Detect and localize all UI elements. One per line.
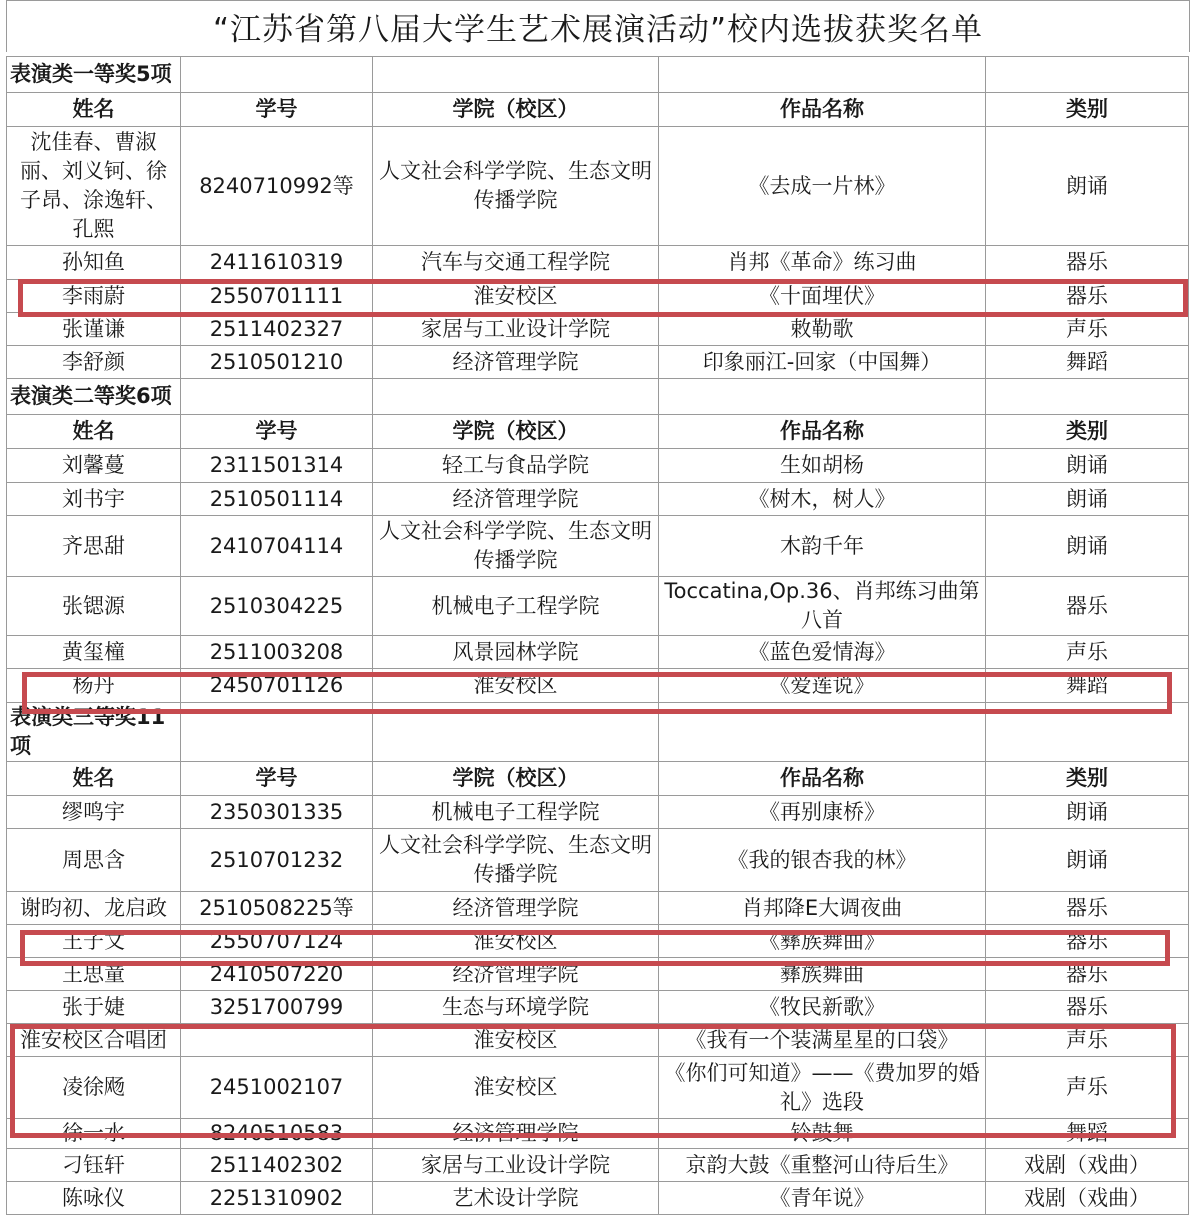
table-cell: 淮安校区 xyxy=(373,1057,659,1119)
table-cell: 家居与工业设计学院 xyxy=(373,313,659,346)
table-cell: 肖邦降E大调夜曲 xyxy=(659,892,986,925)
table-row xyxy=(7,925,1189,958)
section-heading: 表演类二等奖6项 xyxy=(7,379,181,415)
table-cell: 刁钰轩 xyxy=(7,1149,181,1182)
table-cell: 京韵大鼓《重整河山待后生》 xyxy=(659,1149,986,1182)
table-cell: 2511402327 xyxy=(181,313,373,346)
column-header-row xyxy=(7,762,1189,796)
column-header: 学号 xyxy=(181,762,373,796)
table-cell xyxy=(181,1024,373,1057)
table-cell: 淮安校区合唱团 xyxy=(7,1024,181,1057)
section-heading: 表演类一等奖5项 xyxy=(7,57,181,93)
table-row xyxy=(7,346,1189,379)
table-cell: 2511003208 xyxy=(181,636,373,669)
section-heading-row xyxy=(7,57,1189,93)
table-cell: 经济管理学院 xyxy=(373,1119,659,1149)
table-cell: 张谨谦 xyxy=(7,313,181,346)
table-cell: 人文社会科学学院、生态文明传播学院 xyxy=(373,829,659,892)
table-cell: 黄玺橦 xyxy=(7,636,181,669)
table-cell: 王思童 xyxy=(7,958,181,991)
table-row xyxy=(7,1024,1189,1057)
empty-cell xyxy=(181,57,373,93)
table-cell: 2510501210 xyxy=(181,346,373,379)
table-row xyxy=(7,1057,1189,1119)
table-cell: 声乐 xyxy=(986,1024,1189,1057)
table-cell: 孙知鱼 xyxy=(7,246,181,280)
table-cell: 谢昀初、龙启政 xyxy=(7,892,181,925)
table-cell: 机械电子工程学院 xyxy=(373,796,659,829)
column-header: 姓名 xyxy=(7,93,181,127)
table-cell: 2311501314 xyxy=(181,449,373,483)
table-row xyxy=(7,1182,1189,1215)
table-cell: 生态与环境学院 xyxy=(373,991,659,1024)
table-cell: 器乐 xyxy=(986,246,1189,280)
table-cell: 经济管理学院 xyxy=(373,958,659,991)
column-header: 学院（校区） xyxy=(373,762,659,796)
table-cell: 《再别康桥》 xyxy=(659,796,986,829)
table-cell: 凌徐飏 xyxy=(7,1057,181,1119)
table-row xyxy=(7,280,1189,313)
column-header: 学院（校区） xyxy=(373,93,659,127)
table-cell: 2410507220 xyxy=(181,958,373,991)
section-heading-row xyxy=(7,379,1189,415)
table-cell: 朗诵 xyxy=(986,127,1189,246)
table-cell: 《你们可知道》——《费加罗的婚礼》选段 xyxy=(659,1057,986,1119)
table-cell: 刘书宇 xyxy=(7,483,181,516)
table-row xyxy=(7,577,1189,636)
table-cell: 人文社会科学学院、生态文明传播学院 xyxy=(373,516,659,577)
table-cell: 器乐 xyxy=(986,577,1189,636)
table-cell: 《我有一个装满星星的口袋》 xyxy=(659,1024,986,1057)
table-row xyxy=(7,991,1189,1024)
table-cell: 人文社会科学学院、生态文明传播学院 xyxy=(373,127,659,246)
empty-cell xyxy=(659,379,986,415)
empty-cell xyxy=(986,703,1189,762)
table-cell: 2510508225等 xyxy=(181,892,373,925)
table-row xyxy=(7,516,1189,577)
empty-cell xyxy=(373,703,659,762)
table-cell: 沈佳春、曹淑丽、刘义钶、徐子昂、涂逸轩、孔熙 xyxy=(7,127,181,246)
column-header: 学号 xyxy=(181,415,373,449)
table-cell: 徐一水 xyxy=(7,1119,181,1149)
table-cell: 2510701232 xyxy=(181,829,373,892)
table-cell: 印象丽江-回家（中国舞） xyxy=(659,346,986,379)
table-cell: 淮安校区 xyxy=(373,669,659,703)
column-header: 姓名 xyxy=(7,762,181,796)
table-cell: 《青年说》 xyxy=(659,1182,986,1215)
table-cell: 朗诵 xyxy=(986,796,1189,829)
table-cell: 陈咏仪 xyxy=(7,1182,181,1215)
table-cell: 《十面埋伏》 xyxy=(659,280,986,313)
table-cell: 敕勒歌 xyxy=(659,313,986,346)
table-cell: 铃鼓舞 xyxy=(659,1119,986,1149)
table-cell: 肖邦《革命》练习曲 xyxy=(659,246,986,280)
column-header: 姓名 xyxy=(7,415,181,449)
table-row xyxy=(7,892,1189,925)
table-cell: 《爱莲说》 xyxy=(659,669,986,703)
table-cell: 戏剧（戏曲） xyxy=(986,1149,1189,1182)
table-cell: 家居与工业设计学院 xyxy=(373,1149,659,1182)
table-cell: 淮安校区 xyxy=(373,925,659,958)
empty-cell xyxy=(373,57,659,93)
table-cell: 2511402302 xyxy=(181,1149,373,1182)
table-cell: 淮安校区 xyxy=(373,1024,659,1057)
table-cell: 声乐 xyxy=(986,313,1189,346)
table-row xyxy=(7,483,1189,516)
table-cell: 王子文 xyxy=(7,925,181,958)
table-cell: 杨丹 xyxy=(7,669,181,703)
table-cell: 器乐 xyxy=(986,925,1189,958)
table-cell: 2510304225 xyxy=(181,577,373,636)
table-cell: 2251310902 xyxy=(181,1182,373,1215)
table-cell: 轻工与食品学院 xyxy=(373,449,659,483)
table-cell: 张于婕 xyxy=(7,991,181,1024)
table-cell: 刘馨蔓 xyxy=(7,449,181,483)
table-cell: 风景园林学院 xyxy=(373,636,659,669)
table-cell: 舞蹈 xyxy=(986,346,1189,379)
table-cell: 2410704114 xyxy=(181,516,373,577)
table-cell: 朗诵 xyxy=(986,829,1189,892)
table-cell: 2550701111 xyxy=(181,280,373,313)
column-header-row xyxy=(7,415,1189,449)
column-header: 作品名称 xyxy=(659,415,986,449)
table-row xyxy=(7,796,1189,829)
table-cell: 舞蹈 xyxy=(986,1119,1189,1149)
column-header: 类别 xyxy=(986,93,1189,127)
table-cell: 朗诵 xyxy=(986,516,1189,577)
table-row xyxy=(7,1119,1189,1149)
table-cell: 缪鸣宇 xyxy=(7,796,181,829)
column-header: 学院（校区） xyxy=(373,415,659,449)
table-cell: 《去成一片林》 xyxy=(659,127,986,246)
section-heading: 表演类三等奖11项 xyxy=(7,703,181,762)
table-cell: 声乐 xyxy=(986,1057,1189,1119)
table-row xyxy=(7,829,1189,892)
page-title: “江苏省第八届大学生艺术展演活动”校内选拔获奖名单 xyxy=(6,0,1190,52)
table-cell: 机械电子工程学院 xyxy=(373,577,659,636)
table-cell: 《牧民新歌》 xyxy=(659,991,986,1024)
table-cell: 李雨蔚 xyxy=(7,280,181,313)
table-cell: 器乐 xyxy=(986,991,1189,1024)
table-cell: 经济管理学院 xyxy=(373,892,659,925)
table-cell: 周思含 xyxy=(7,829,181,892)
table-row xyxy=(7,449,1189,483)
table-cell: 张锶源 xyxy=(7,577,181,636)
empty-cell xyxy=(659,703,986,762)
column-header: 类别 xyxy=(986,415,1189,449)
table-row xyxy=(7,669,1189,703)
table-cell: 戏剧（戏曲） xyxy=(986,1182,1189,1215)
table-cell: 器乐 xyxy=(986,958,1189,991)
table-cell: 2510501114 xyxy=(181,483,373,516)
table-cell: 经济管理学院 xyxy=(373,483,659,516)
table-row xyxy=(7,636,1189,669)
table-cell: 8240710992等 xyxy=(181,127,373,246)
table-cell: Toccatina,Op.36、肖邦练习曲第八首 xyxy=(659,577,986,636)
table-cell: 舞蹈 xyxy=(986,669,1189,703)
column-header: 作品名称 xyxy=(659,762,986,796)
table-cell: 《彝族舞曲》 xyxy=(659,925,986,958)
column-header: 类别 xyxy=(986,762,1189,796)
table-cell: 朗诵 xyxy=(986,449,1189,483)
empty-cell xyxy=(659,57,986,93)
table-cell: 2411610319 xyxy=(181,246,373,280)
table-cell: 2451002107 xyxy=(181,1057,373,1119)
table-cell: 艺术设计学院 xyxy=(373,1182,659,1215)
table-cell: 经济管理学院 xyxy=(373,346,659,379)
table-cell: 朗诵 xyxy=(986,483,1189,516)
empty-cell xyxy=(181,379,373,415)
table-cell: 器乐 xyxy=(986,280,1189,313)
table-cell: 声乐 xyxy=(986,636,1189,669)
empty-cell xyxy=(373,379,659,415)
table-cell: 2550707124 xyxy=(181,925,373,958)
table-row xyxy=(7,958,1189,991)
table-cell: 木韵千年 xyxy=(659,516,986,577)
table-cell: 《我的银杏我的林》 xyxy=(659,829,986,892)
table-cell: 《树木，树人》 xyxy=(659,483,986,516)
table-cell: 生如胡杨 xyxy=(659,449,986,483)
table-cell: 李舒颜 xyxy=(7,346,181,379)
table-cell: 彝族舞曲 xyxy=(659,958,986,991)
table-cell: 齐思甜 xyxy=(7,516,181,577)
table-row xyxy=(7,127,1189,246)
table-row xyxy=(7,313,1189,346)
table-cell: 2450701126 xyxy=(181,669,373,703)
award-table xyxy=(6,56,1189,1215)
empty-cell xyxy=(986,379,1189,415)
column-header: 作品名称 xyxy=(659,93,986,127)
column-header-row xyxy=(7,93,1189,127)
table-cell: 汽车与交通工程学院 xyxy=(373,246,659,280)
empty-cell xyxy=(986,57,1189,93)
table-cell: 器乐 xyxy=(986,892,1189,925)
table-cell: 2350301335 xyxy=(181,796,373,829)
table-row xyxy=(7,1149,1189,1182)
table-cell: 淮安校区 xyxy=(373,280,659,313)
section-heading-row xyxy=(7,703,1189,762)
table-cell: 《蓝色爱情海》 xyxy=(659,636,986,669)
table-cell: 8240510583 xyxy=(181,1119,373,1149)
empty-cell xyxy=(181,703,373,762)
column-header: 学号 xyxy=(181,93,373,127)
table-cell: 3251700799 xyxy=(181,991,373,1024)
table-row xyxy=(7,246,1189,280)
